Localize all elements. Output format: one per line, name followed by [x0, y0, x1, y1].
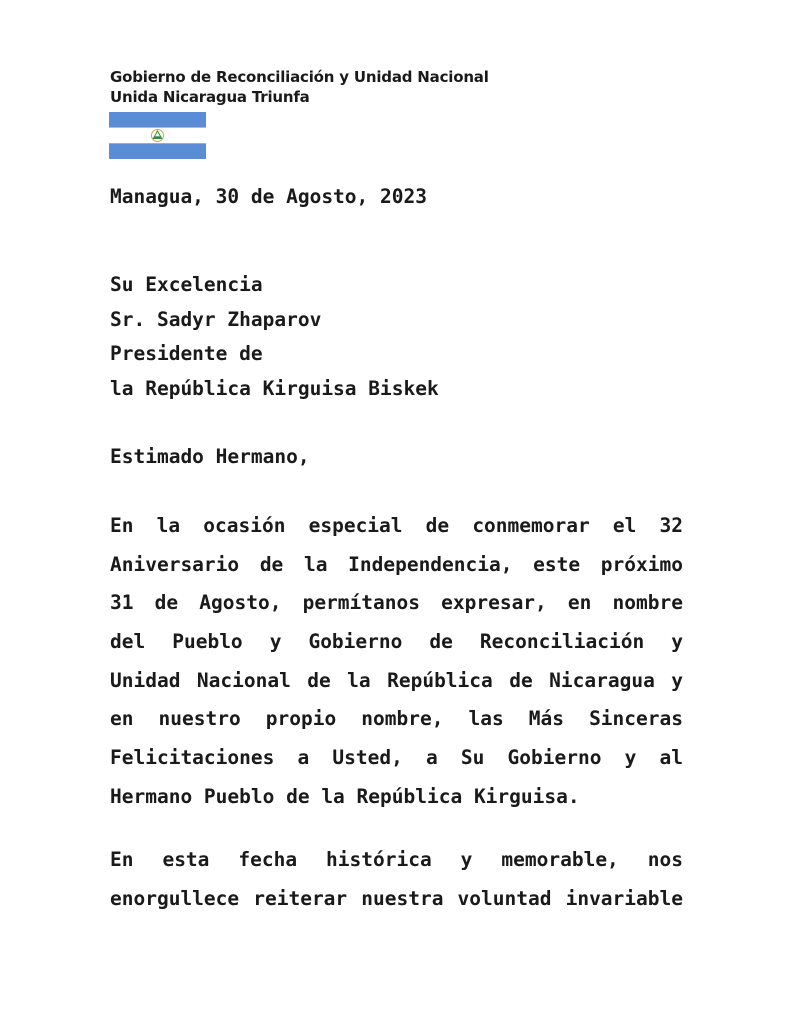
flag-bottom-stripe — [109, 143, 206, 159]
letterhead-government-name: Gobierno de Reconciliación y Unidad Nacional — [110, 68, 489, 86]
recipient-block — [110, 268, 439, 406]
letterhead — [110, 67, 489, 107]
paragraph-line: En esta fecha histórica y memorable, nos — [110, 848, 683, 871]
paragraph-line: en nuestro propio nombre, las Más Sinceras — [110, 707, 683, 731]
paragraph-line: 31 de Agosto, permítanos expresar, en nombre — [110, 591, 683, 615]
paragraph-line: Unidad Nacional de la República de Nicaragua y — [110, 668, 683, 692]
flag-top-stripe — [109, 112, 206, 128]
salutation: Estimado Hermano, — [110, 445, 310, 468]
paragraph-line: enorgullece reiterar nuestra voluntad invariable — [110, 886, 683, 910]
nicaragua-flag-icon — [109, 112, 206, 159]
recipient-line: la República Kirguisa Biskek — [110, 376, 439, 400]
recipient-line: Sr. Sadyr Zhaparov — [110, 307, 322, 331]
body-paragraph-2 — [110, 841, 683, 918]
recipient-line: Su Excelencia — [110, 273, 263, 296]
body-paragraph-1 — [110, 507, 683, 817]
letterhead-slogan: Unida Nicaragua Triunfa — [110, 88, 310, 106]
paragraph-line: Felicitaciones a Usted, a Su Gobierno y al — [110, 746, 683, 770]
paragraph-line: del Pueblo y Gobierno de Reconciliación y — [110, 630, 683, 654]
paragraph-line: Aniversario de la Independencia, este próximo — [110, 552, 683, 576]
letter-date: Managua, 30 de Agosto, 2023 — [110, 185, 427, 208]
recipient-line: Presidente de — [110, 342, 263, 365]
paragraph-line: En la ocasión especial de conmemorar el 32 — [110, 514, 683, 537]
paragraph-line: Hermano Pueblo de la República Kirguisa. — [110, 784, 580, 808]
